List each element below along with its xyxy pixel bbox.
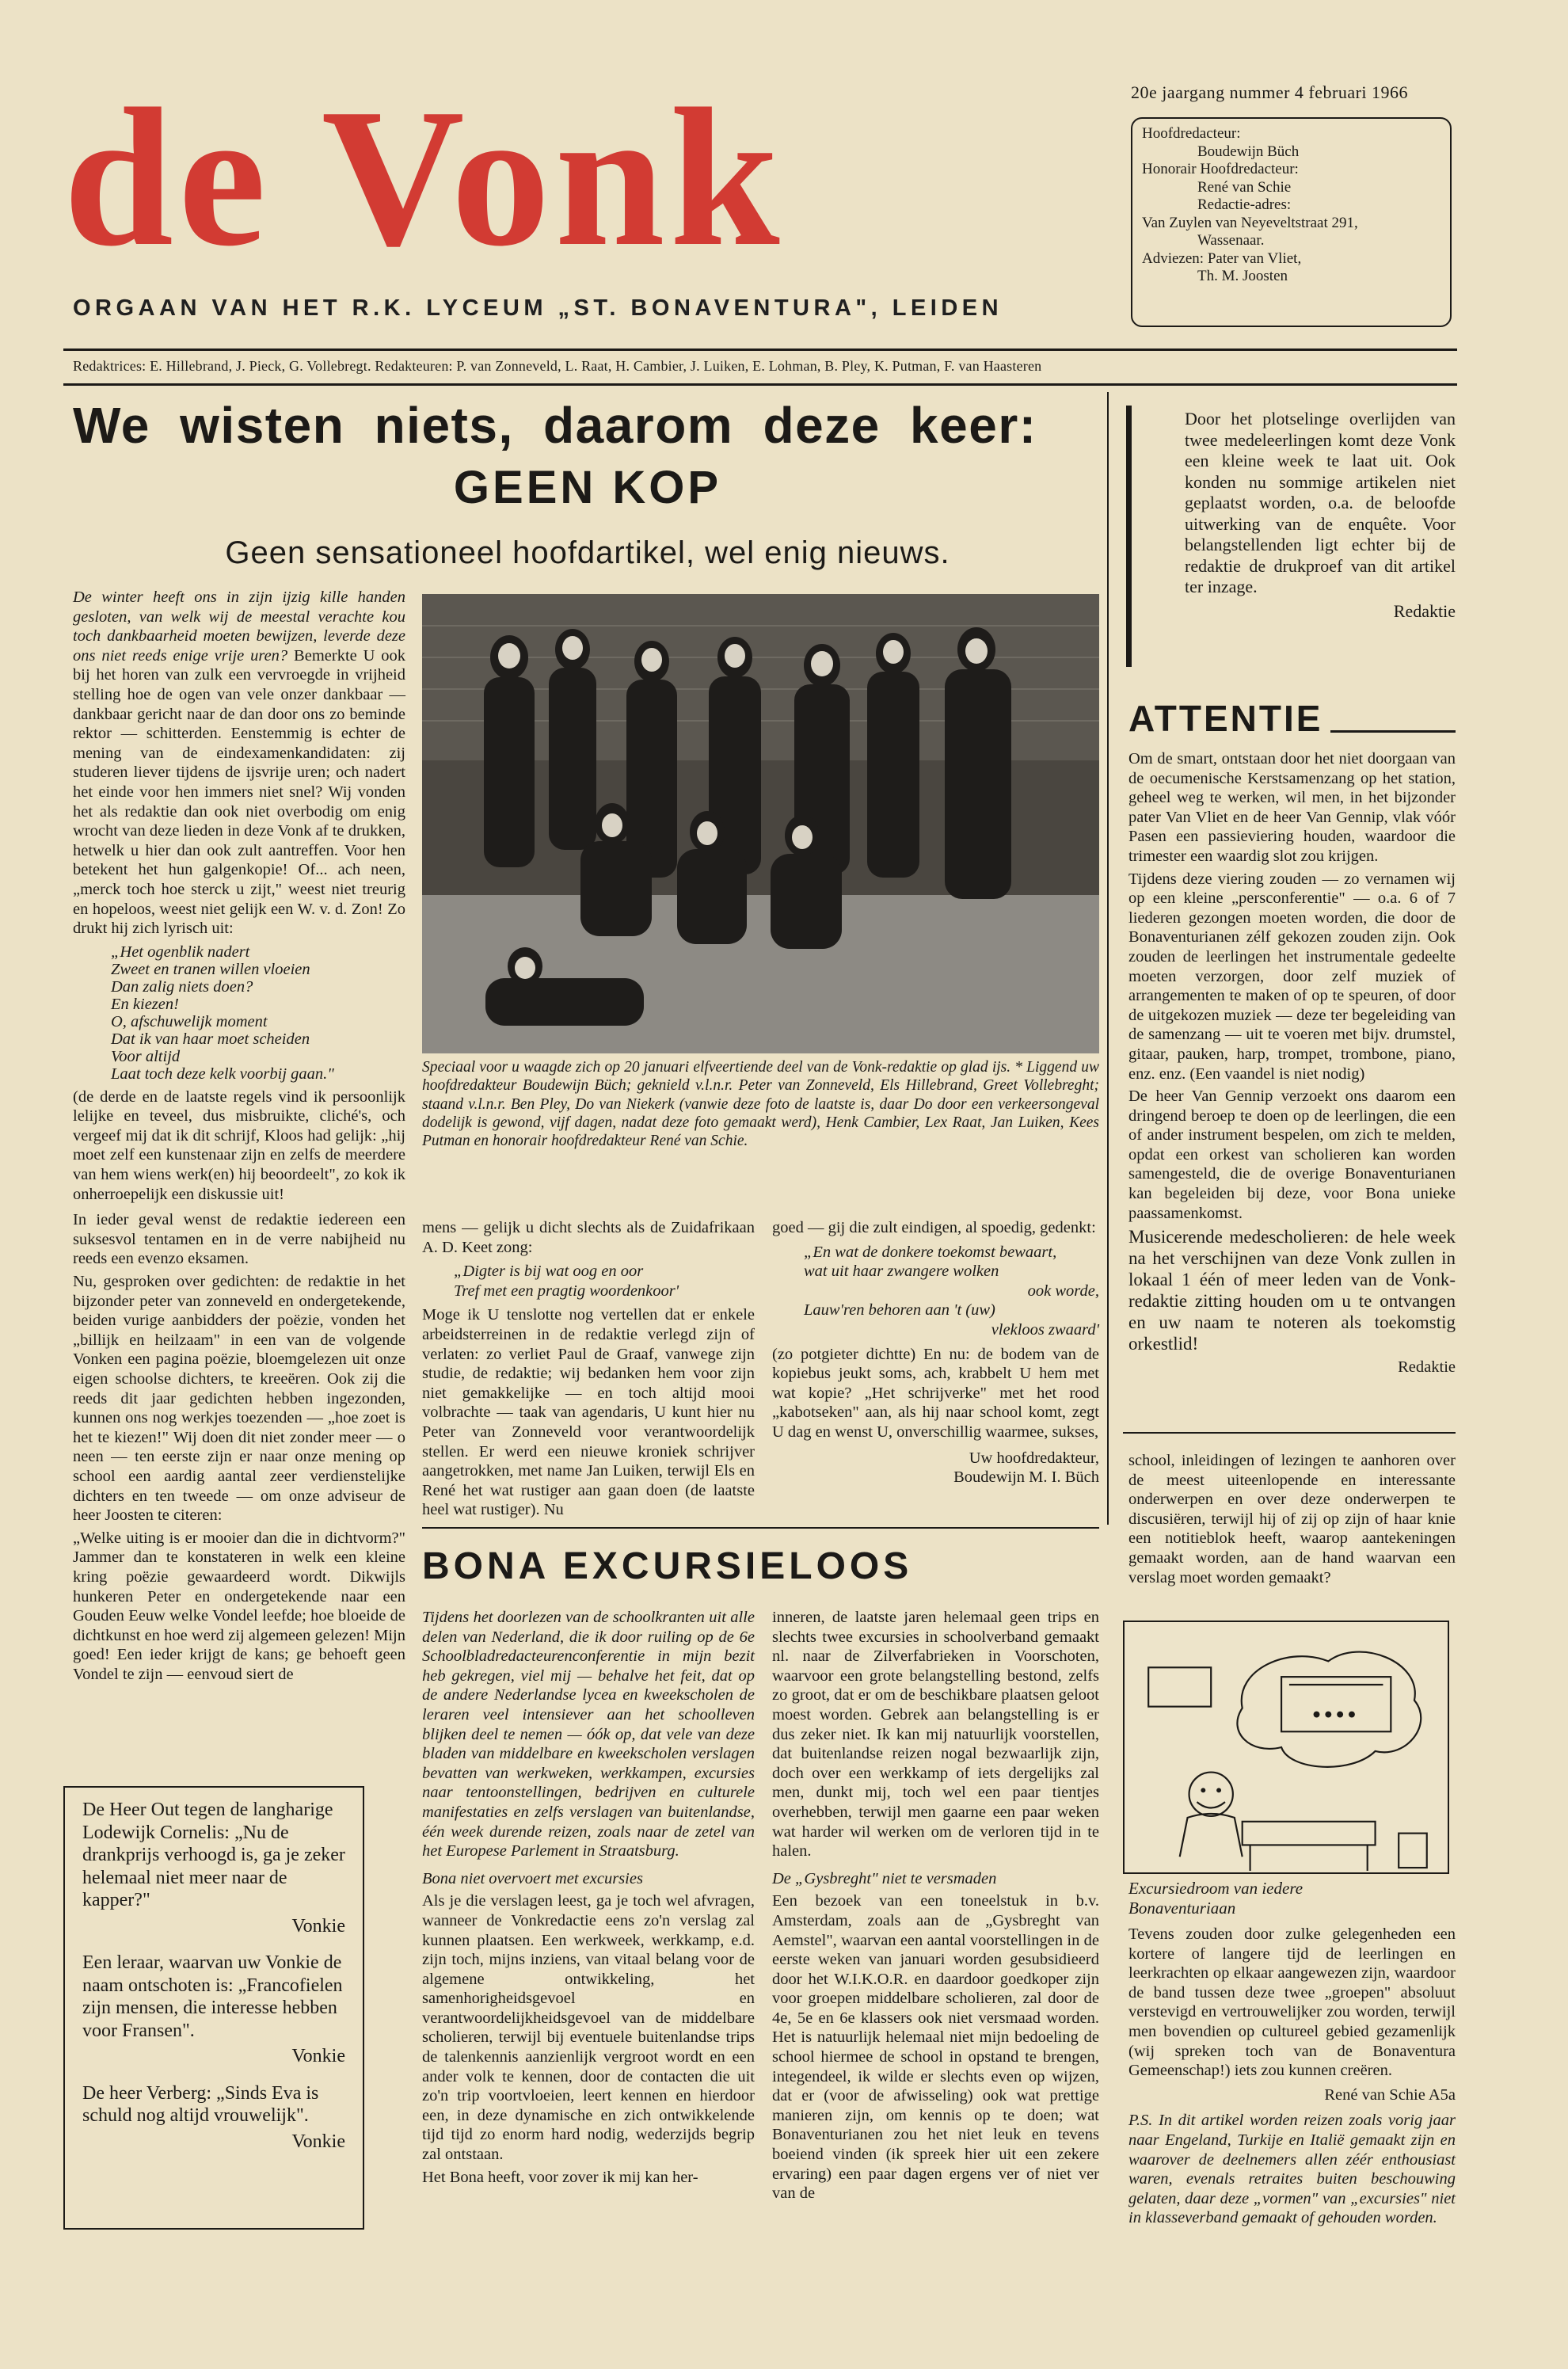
info-line: Th. M. Joosten	[1197, 268, 1288, 284]
vonkie-quote: De heer Verberg: „Sinds Eva is schuld nog altijd vrouwelijk".	[82, 2082, 319, 2126]
bona-p3: Een bezoek van een toneelstuk in b.v. Amsterdam, zoals aan de „Gysbreght van Aemstel", waarvan een aantal voorstellingen in de eerste weken van januari worden gesubsidieerd door het W.I.K.O.R. en daardoor goedkoper zijn voor groepen middelbare scholieren, zal door de 4e, 5e en 6e klassers ook niet versmaad worden. Het is natuurlijk helemaal niet mijn bedoeling de school hiermee de school in opstand te brengen, integendeel, ik wilde er slechts even op wijzen, dat er (voor de afwisseling) ook wat prettige manieren zijn, om kennis op te doen; wat Bonaventurianen zou het niet leuk en tevens boeiend vinden (ik spreek hier uit een zekere ervaring) een paar dagen ergens ver of niet ver van de	[772, 1892, 1099, 2203]
vonkie-signature: Vonkie	[291, 2046, 345, 2066]
potgieter-poem	[772, 1243, 1099, 1340]
bona-col2	[772, 1608, 1099, 2207]
poem-line: Zweet en tranen willen vloeien	[111, 960, 310, 978]
death-notice	[1185, 409, 1456, 625]
sidebar-rule	[1123, 1432, 1456, 1434]
signature-line: Boudewijn M. I. Büch	[953, 1468, 1099, 1487]
lead-article-col2	[422, 1218, 755, 1523]
notice-bar	[1126, 406, 1132, 667]
notice-signature: Redaktie	[1393, 600, 1456, 621]
poem-line: „En wat de donkere toekomst bewaart,	[804, 1243, 1057, 1261]
bona-continuation: school, inleidingen of lezingen te aanhoren over de meest uiteenlopende en interessante onderwerpen en over deze onderwerpen te discusiëren, terwijl hij of zij op zijn of haar knie een notitieblok heeft, waarop aantekeningen gemaakt worden, aan de hand waarvan een verslag moet worden gemaakt?	[1128, 1452, 1456, 1586]
photo-caption: Speciaal voor u waagde zich op 20 januari elfveertiende deel van de Vonk-redaktie op glad ijs. * Liggend uw hoofdredakteur Boudewijn Büch; geknield v.l.n.r. Peter van Zonneveld, Els Hillebrand, Greet Vollebreght; staand v.l.n.r. Ben Pley, Do van Niekerk (vanwie deze foto de laatste is, daar Do door een verkeersongeval dodelijk is gewond, vijf dagen, nadat deze foto gemaakt werd), Henk Cambier, Lex Raat, Jan Luiken, Kees Putman en honorair hoofdredakteur René van Schie.	[422, 1059, 1099, 1150]
vonkie-signature: Vonkie	[291, 1915, 345, 1937]
bona-subhead-2: De „Gysbreght" niet te versmaden	[772, 1869, 997, 1887]
redaktie-photo	[422, 594, 1099, 1053]
cartoon-caption-line: Bonaventuriaan	[1128, 1899, 1236, 1918]
poem-line: O, afschuwelijk moment	[111, 1012, 268, 1030]
poem-line: En kiezen!	[111, 995, 179, 1013]
lead-signature	[772, 1449, 1099, 1487]
bona-intro: Tijdens het doorlezen van de schoolkranten uit alle delen van Nederland, die ik door ruiling op de 6e Schoolbladredacteurenconferentie in mijn bezit heb gekregen, viel mij — behalve het feit, dat op de andere Nederlandse lycea en kweekscholen de leraren veel intensiever aan het schoolleven blijken deel te nemen — óók op, dat vele van deze bladen van middelbare en kweekscholen verslagen bevatten van werkweken, werkkampen, excursies naar tentoonstellingen, bedrijven en culturele manifestaties en zelfs verslagen van buitenlandse, één week durende reizen, zoals naar de zetel van het Europese Parlement in Straatsburg.	[422, 1609, 755, 1861]
attentie-p2: Tijdens deze viering zouden — zo vernamen wij op een kleine „persconferentie" — o.a. 6 of 7 liederen gezongen moeten worden, die door de Bonaventurianen zélf gekozen zouden zijn. Ook zouden de leerlingen het instrumentale gedeelte moeten verzorgen, door zelf muziek of arrangementen te maken of op te speuren, of door de uitgekozen muziek — deze ter begeleiding van de samenzang — uit te voeren met bijv. drumstel, gitaar, pauken, harp, trompet, trombone, piano, enz. enz. (Een vaandel is niet nodig)	[1128, 870, 1456, 1083]
excursion-cartoon	[1123, 1621, 1449, 1874]
lead-mid2a: goed — gij die zult eindigen, al spoedig, gedenkt:	[772, 1219, 1096, 1236]
poem-line: ook worde,	[1027, 1282, 1099, 1300]
rene-signature: René van Schie A5a	[1324, 2085, 1456, 2104]
bona-subhead: Bona niet overvoert met excursies	[422, 1869, 643, 1887]
lead-p3: In ieder geval wenst de redaktie iedereen een suksesvol tentamen en in de verre nabijheid nu reeds een evenzo eksamen.	[73, 1211, 405, 1268]
lead-p4: Nu, gesproken over gedichten: de redaktie in het bijzonder peter van zonneveld en ondergetekende, beiden vurige aanbidders der poëzie, vonden het „billijk en heilzaam" in een van de volgende Vonken een pagina poëzie, bloemgelezen uit onze eigen schoolse dichters, te kreeëren. Ook zij die reeds dit jaar gedichten hebben ingezonden, kunnen ons nog werkjes toezenden — „hoe zoet is het te kiezen!" Wij doen dit niet zonder meer — o neen — ten eerste zijn er naar onze mening op school een aardig aantal zeer verdienstelijke dichters en ten tweede — om onze adviseur de heer Joosten te citeren:	[73, 1273, 405, 1525]
lead-article-col3	[772, 1218, 1099, 1487]
lead-intro: De winter heeft ons in zijn ijzig kille handen gesloten, van welk wij de meestal verachte kou toch dankbaarheid moeten bewijzen, leverde deze ons niet reeds enige vrije uren?	[73, 588, 405, 665]
info-line: Adviezen: Pater van Vliet,	[1142, 249, 1302, 267]
attentie-p4: Musicerende medescholieren: de hele week na het verschijnen van deze Vonk zullen in lokaal 1 één of meer leden van de Vonk-redaktie zitting houden om u te ontvangen en uw naam te noteren als toekomstig orkestlid!	[1128, 1227, 1456, 1354]
attentie-article	[1128, 749, 1456, 1381]
notice-text: Door het plotselinge overlijden van twee medeleerlingen komt deze Vonk een kleine week te laat uit. Ook konden nu sommige artikelen niet geplaatst worden, o.a. de beloofde uitwerking van de enquête. Voor belangstellenden ligt echter bij de redaktie de drukproef van dit artikel ter inzage.	[1185, 409, 1456, 596]
vonkie-signature: Vonkie	[291, 2131, 345, 2152]
poem-line: Laat toch deze kelk voorbij gaan."	[111, 1065, 334, 1083]
poem-line: Lauw'ren behoren aan 't (uw)	[804, 1301, 995, 1320]
keet-poem	[422, 1262, 755, 1301]
lead-article-col1	[73, 588, 405, 1688]
poem-line: Voor altijd	[111, 1047, 181, 1065]
lead-mid1a: mens — gelijk u dicht slechts als de Zuidafrikaan A. D. Keet zong:	[422, 1219, 755, 1256]
cartoon-caption-line: Excursiedroom van iedere	[1128, 1879, 1303, 1898]
info-line: René van Schie	[1197, 178, 1292, 196]
editorial-info-box	[1131, 117, 1452, 327]
info-line: Redactie-adres:	[1197, 196, 1292, 213]
info-line: Van Zuylen van Neyeveltstraat 291,	[1142, 214, 1358, 231]
bona-p1-end: Het Bona heeft, voor zover ik mij kan her-	[422, 2168, 698, 2186]
lead-p1: Bemerkte U ook bij het horen van zulk een vervroegde in vrijheid stelling hoe de ogen van vele onzer dankbaar — dankbaar gericht naar de dan door ons zo beminde rektor — schitterden. Eenstemmig is echter de mening van de eindexamenkandidaten: zij studeren liever tijdens de ijsvrije uren; och nadert het einde voor hen immers niet snel? Wij vonden het als redaktie dan ook niet overbodig om enig wrocht van deze lieden in deze Vonk af te drukken, hetwelk u hier dan ook zult aantreffen. Voor hen betekent het hun galgenkopie! Of... ach neen, „merck toch hoe sterck u zijt," weest niet treurig en hopeloos, weest niet gelijk een W. v. d. Zon! Zo drukt hij zich lyrisch uit:	[73, 646, 406, 938]
poem-line: Dan zalig niets doen?	[111, 977, 253, 996]
vonkie-quote: Een leraar, waarvan uw Vonkie de naam ontschoten is: „Francofielen zijn mensen, die interesse hebben voor Fransen".	[82, 1952, 343, 2041]
lead-headline-kop: GEEN KOP	[453, 462, 722, 513]
poem-line: „Digter is bij wat oog en oor	[454, 1263, 644, 1281]
info-line: Wassenaar.	[1197, 232, 1265, 249]
lead-mid1b: Moge ik U tenslotte nog vertellen dat er enkele arbeidsterreinen in de redaktie verlegd zijn of verlaten: zo verliet Paul de Graaf, vanwege zijn studie, de redaktie; wij bedanken hem voor zijn niet gemakkelijke — en toch altijd mooi volbrachte — taak van agendaris, U kunt hier nu Peter van Zonneveld voor verantwoordelijk stellen. Er werd een nieuwe kroniek schrijver aangetrokken, met name Jan Luiken, terwijl Els en René het wat rustiger aan gaan doen (de laatste heel wat rustiger). Nu	[422, 1306, 755, 1519]
postscript: P.S. In dit artikel worden reizen zoals vorig jaar naar Engeland, Turkije en Italië gemaakt zijn en waarover de deelnemers allen zéér enthousiast waren, evenals retraites buiten beschouwing gelaten, daar deze „vormen" van „excursies" niet in klasseverband gemaakt of gehouden worden.	[1128, 2112, 1456, 2227]
lead-mid2b: (zo potgieter dichtte) En nu: de bodem van de kopiebus jeukt soms, ach, krabbelt U hem met wat kopie? „Het schrijverke" met het rood „kabotseken" aan, als hij naar school komt, zegt U dag en wenst U, onverschillig waarmee, sukses,	[772, 1345, 1099, 1441]
info-line: Hoofdredacteur:	[1142, 125, 1241, 142]
lead-poem	[73, 943, 405, 1083]
lead-p2: (de derde en de laatste regels vind ik persoonlijk lelijke en teveel, dus misbruikte, cliché's, och vergeef mij dat ik dit schrijf, Kloos had gelijk: „hij moet zelf een kunstenaar zijn en zelfs de meerdere van hem wiens werk(en) hij beoordeelt", zo kok ik onherroepelijk een diskussie uit!	[73, 1087, 405, 1203]
attentie-signature: Redaktie	[1398, 1358, 1456, 1377]
poem-line: Dat ik van haar moet scheiden	[111, 1030, 310, 1048]
poem-line: vlekloos zwaard'	[991, 1320, 1099, 1339]
attentie-rule	[1330, 730, 1456, 733]
poem-line: „Het ogenblik nadert	[111, 943, 250, 961]
vonkie-quote: De Heer Out tegen de langharige Lodewijk Cornelis: „Nu de drankprijs verhoogd is, ga je zeker helemaal niet meer naar de kapper?"	[82, 1800, 345, 1910]
staff-line: Redaktrices: E. Hillebrand, J. Pieck, G. Vollebregt. Redakteuren: P. van Zonneveld, L. Raat, H. Cambier, J. Luiken, E. Lohman, B. Pley, K. Putman, F. van Haasteren	[73, 358, 1042, 374]
column-divider	[1107, 392, 1109, 1525]
poem-line: wat uit haar zwangere wolken	[804, 1263, 999, 1281]
tevens-p: Tevens zouden door zulke gelegenheden een kortere of langere tijd de leerlingen en leerkrachten op elkaar aangewezen zijn, waardoor de band tussen deze twee „groepen" absoluut verstevigd en vertrouwelijker zou worden, terwijl men bovendien op cultureel gebied gezamenlijk (wij spreken toch van de Bonaventura Gemeenschap!) iets zou kunnen creëren.	[1128, 1925, 1456, 2080]
bona-tevens	[1128, 1925, 1456, 2231]
masthead-subtitle: ORGAAN VAN HET R.K. LYCEUM „ST. BONAVENTURA", LEIDEN	[73, 295, 1003, 321]
bona-p1: Als je die verslagen leest, ga je toch wel afvragen, wanneer de Vonkredactie eens zo'n verslag zal kunnen plaatsen. Een werkweek, werkkamp, e.d. zijn toch, mijns inziens, van vitaal belang voor de algemene ontwikkeling, het samenhorigheidsgevoel en verantwoordelijkheidsgevoel van de middelbare scholieren, terwijl bij eventuele buitenlandse trips de talenkennis aanzienlijk vergroot wordt en een ander volk te kennen, door de contacten die uit zo'n trip voortvloeien, leert kennen en hierdoor een, in deze dynamische en zich ontwikkelende tijd tijd zo enorm hard nodig, wederzijds begrip zal ontstaan.	[422, 1892, 755, 2164]
signature-line: Uw hoofdredakteur,	[969, 1449, 1099, 1467]
info-line: Boudewijn Büch	[1197, 143, 1300, 160]
bona-col1	[422, 1608, 755, 2190]
cartoon-caption	[1128, 1879, 1456, 1918]
lead-p5: „Welke uiting is er mooier dan die in dichtvorm?" Jammer dan te konstateren in welk een kleine kring poëzie gewaardeerd wordt. Dikwijls hunkeren Peter en ondergetekende naar een Gouden Eeuw welke Vondel leefde; hoe bloeide de dichtkunst en hoe werd zij algemeen gelezen! Mijn goed! Een ieder krijgt de kans; ge behoeft geen Vondel te zijn — eenvoud siert de	[73, 1529, 405, 1683]
info-line: Honorair Hoofdredacteur:	[1142, 161, 1299, 177]
bona-rule	[422, 1527, 1099, 1529]
attentie-p3: De heer Van Gennip verzoekt ons daarom een dringend beroep te doen op de leerlingen, die een of ander instrument bespelen, om zich te melden, opdat een orkest van scholieren kan worden samengesteld, die de overige Bonaventurianen kan begeleiden bij deze, voor Bona unieke paassamenkomst.	[1128, 1087, 1456, 1222]
bona-p2: inneren, de laatste jaren helemaal geen trips en slechts twee excursies in schoolverband gemaakt nl. naar de Zilverfabrieken in Voorschoten, waarvoor een grote belangstelling bestond, zelfs zo groot, dat er om de beschikbare plaatsen geloot moest worden. Gebrek aan belangstelling is er dus zeker niet. Ik kan mij natuurlijk voorstellen, dat buitenlandse reizen nogal bezwaarlijk zijn, doch over een werkkamp of iets dergelijks zal men, dunkt mij, toch wel een paar tientjes overhebben, terwijl men gaarne een paar weken wat harder wil werken om de verloren tijd in te halen.	[772, 1609, 1099, 1861]
issue-dateline: 20e jaargang nummer 4 februari 1966	[1131, 82, 1409, 102]
lead-subheadline: Geen sensationeel hoofdartikel, wel enig nieuws.	[225, 535, 950, 570]
vonkie-quotes-box	[63, 1786, 364, 2230]
bona-heading: BONA EXCURSIELOOS	[422, 1545, 913, 1587]
top-rule	[63, 348, 1457, 351]
poem-line: Tref met een pragtig woordenkoor'	[454, 1282, 679, 1300]
lead-headline: We wisten niets, daarom deze keer:	[73, 397, 1037, 454]
attentie-p1: Om de smart, ontstaan door het niet doorgaan van de oecumenische Kerstsamenzang op het station, geheel weg te werken, wil men, in het bijzonder pater Van Vliet en de heer Van Gennip, vlak vóór Pasen een passieviering houden, waardoor die trimester een waardig slot zou krijgen.	[1128, 750, 1456, 865]
masthead-logo: de Vonk	[63, 68, 785, 288]
staff-rule	[63, 383, 1457, 386]
attentie-heading: ATTENTIE	[1128, 698, 1323, 739]
